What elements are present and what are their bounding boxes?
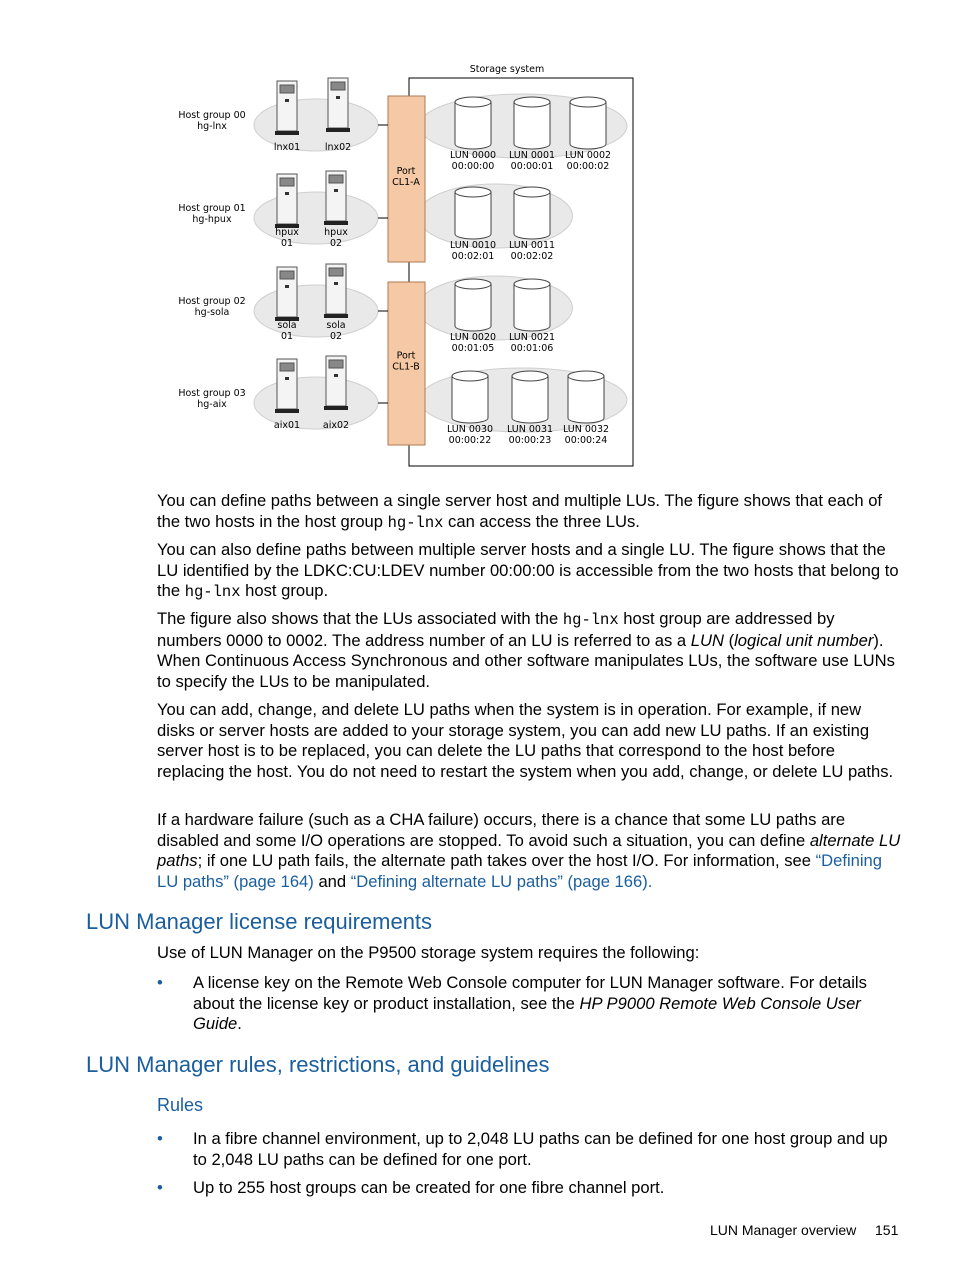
lun-cylinder-top	[455, 187, 491, 197]
ldev-label: 00:00:01	[510, 161, 554, 172]
server-base	[326, 128, 350, 132]
ldev-label: 00:02:02	[510, 251, 554, 262]
page-number: 151	[875, 1222, 899, 1238]
server-drive-bay	[280, 271, 294, 279]
paragraph-1: You can define paths between a single server host and multiple LUs. The figure shows that each of the two hosts in the host group hg-lnx can access the three LUs.	[157, 491, 883, 532]
port-id: CL1-A	[392, 177, 420, 188]
lun-label: LUN 0000	[449, 150, 497, 161]
host-group-label: Host group 01	[178, 203, 246, 214]
server-led	[334, 282, 338, 285]
list-item-text: In a fibre channel environment, up to 2,048 LU paths can be defined for one host group and up to 2,048 LU paths can be defined for one port.	[193, 1129, 888, 1169]
host-label: aix02	[322, 420, 350, 431]
link-defining-lu-paths[interactable]: “Defining LU paths” (page 164)	[157, 851, 883, 891]
lun-label: LUN 0011	[508, 240, 556, 251]
host-group-ellipse	[254, 377, 378, 429]
server-led	[334, 374, 338, 377]
host-group-name: hg-aix	[197, 399, 227, 410]
server-led	[285, 377, 289, 380]
port-id: CL1-B	[392, 361, 420, 373]
bullet-icon: •	[157, 973, 163, 992]
host-group-name: hg-hpux	[192, 214, 232, 225]
lun-cylinder	[455, 284, 491, 331]
lun-cylinder-top	[452, 371, 488, 381]
lun-cylinder	[570, 102, 606, 149]
host-label: 01	[280, 238, 294, 249]
storage-system-title: Storage system	[469, 64, 545, 75]
host-label: 01	[280, 331, 294, 342]
paragraph-2: You can also define paths between multiple server hosts and a single LU. The figure shows that the LU identified by the LDKC:CU:LDEV number 00:00:00 is accessible from the two hosts that belong to the hg-lnx host group.	[157, 540, 899, 602]
host-label: sola	[326, 320, 346, 331]
lun-label: LUN 0031	[506, 424, 554, 435]
host-group-ellipse	[254, 285, 378, 337]
figure-canvas	[170, 58, 640, 474]
host-group-ellipse	[254, 99, 378, 151]
host-label: aix01	[273, 420, 301, 431]
paragraph-4: You can add, change, and delete LU paths when the system is in operation. For example, if new disks or server hosts are added to your storage system, you can add new LU paths. If an existing server host is to be replaced, you can delete the LU paths that correspond to the host before replacing the host. You do not need to restart the system when you add, change, or delete LU paths.	[157, 700, 894, 781]
list-item-text: Up to 255 host groups can be created for one fibre channel port.	[193, 1178, 665, 1197]
lun-cylinder	[514, 102, 550, 149]
lun-cylinder	[568, 376, 604, 423]
heading-rules-restrictions: LUN Manager rules, restrictions, and guidelines	[86, 1052, 550, 1077]
lun-label: LUN 0020	[449, 332, 497, 343]
server-base	[275, 409, 299, 413]
lun-label: LUN 0021	[508, 332, 556, 343]
lun-label: LUN 0001	[508, 150, 556, 161]
storage-system-figure	[170, 58, 640, 474]
ldev-label: 00:00:22	[448, 435, 492, 446]
lun-cylinder	[514, 284, 550, 331]
lun-label: LUN 0030	[446, 424, 494, 435]
port-label: Port	[396, 166, 416, 177]
ldev-label: 00:00:24	[564, 435, 608, 446]
host-label: sola	[277, 320, 297, 331]
server-led	[334, 189, 338, 192]
server-led	[285, 99, 289, 102]
host-group-label: Host group 00	[178, 110, 246, 121]
server-base	[324, 406, 348, 410]
host-label: 02	[329, 238, 343, 249]
lun-label: LUN 0002	[564, 150, 612, 161]
host-label: hpux	[324, 227, 348, 238]
server-base	[275, 131, 299, 135]
bullet-icon: •	[157, 1129, 163, 1148]
lun-cylinder-top	[514, 279, 550, 289]
server-drive-bay	[280, 363, 294, 371]
server-led	[285, 192, 289, 195]
host-group-ellipse	[254, 192, 378, 244]
port-label: Port	[396, 350, 416, 362]
lun-cylinder	[512, 376, 548, 423]
link-defining-alternate-lu-paths[interactable]: “Defining alternate LU paths” (page 166)	[350, 871, 648, 891]
ldev-label: 00:00:23	[508, 435, 552, 446]
bullet-icon: •	[157, 1178, 163, 1197]
server-drive-bay	[329, 268, 343, 276]
host-label: lnx02	[324, 142, 352, 153]
lun-cylinder-top	[455, 279, 491, 289]
ldev-label: 00:01:05	[451, 343, 495, 354]
host-label: hpux	[275, 227, 299, 238]
host-group-label: Host group 02	[178, 296, 246, 307]
lun-cylinder	[455, 192, 491, 239]
lun-cylinder-top	[514, 187, 550, 197]
lun-cylinder-top	[514, 97, 550, 107]
lun-cylinder-top	[455, 97, 491, 107]
host-label: 02	[329, 331, 343, 342]
ldev-label: 00:01:06	[510, 343, 554, 354]
lun-cylinder-top	[512, 371, 548, 381]
server-base	[324, 221, 348, 225]
footer-section-title: LUN Manager overview	[710, 1222, 857, 1238]
license-intro: Use of LUN Manager on the P9500 storage system requires the following:	[157, 943, 700, 962]
server-drive-bay	[329, 360, 343, 368]
server-drive-bay	[280, 178, 294, 186]
lun-cylinder-top	[568, 371, 604, 381]
server-led	[285, 285, 289, 288]
paragraph-5: If a hardware failure (such as a CHA failure) occurs, there is a chance that some LU paths are disabled and some I/O operations are stopped. To avoid such a situation, you can define alternate LU paths; if one LU path fails, the alternate path takes over the host I/O. For information, see “Defining LU paths” (page 164) and “Defining alternate LU paths” (page 166).	[157, 810, 901, 891]
heading-license-requirements: LUN Manager license requirements	[86, 909, 433, 934]
lun-label: LUN 0032	[562, 424, 610, 435]
list-item-text: A license key on the Remote Web Console computer for LUN Manager software. For details about the license key or product installation, see the HP P9000 Remote Web Console User Guide.	[193, 973, 867, 1034]
server-drive-bay	[280, 85, 294, 93]
paragraph-3: The figure also shows that the LUs associated with the hg-lnx host group are addressed by numbers 0000 to 0002. The address number of an LU is referred to as a LUN (logical unit number). When Continuous Access Synchronous and other software manipulates LUs, the software use LUNs to specify the LUs to be manipulated.	[157, 609, 895, 691]
server-drive-bay	[331, 82, 345, 90]
lun-cylinder-top	[570, 97, 606, 107]
server-led	[336, 96, 340, 99]
lun-cylinder	[514, 192, 550, 239]
subheading-rules: Rules	[157, 1095, 204, 1115]
host-group-name: hg-lnx	[197, 121, 227, 132]
host-group-name: hg-sola	[194, 307, 230, 318]
ldev-label: 00:00:00	[451, 161, 495, 172]
ldev-label: 00:00:02	[566, 161, 610, 172]
server-base	[324, 314, 348, 318]
host-group-label: Host group 03	[178, 388, 246, 399]
lun-cylinder	[452, 376, 488, 423]
server-drive-bay	[329, 175, 343, 183]
lun-label: LUN 0010	[449, 240, 497, 251]
lun-cylinder	[455, 102, 491, 149]
ldev-label: 00:02:01	[451, 251, 495, 262]
host-label: lnx01	[273, 142, 301, 153]
